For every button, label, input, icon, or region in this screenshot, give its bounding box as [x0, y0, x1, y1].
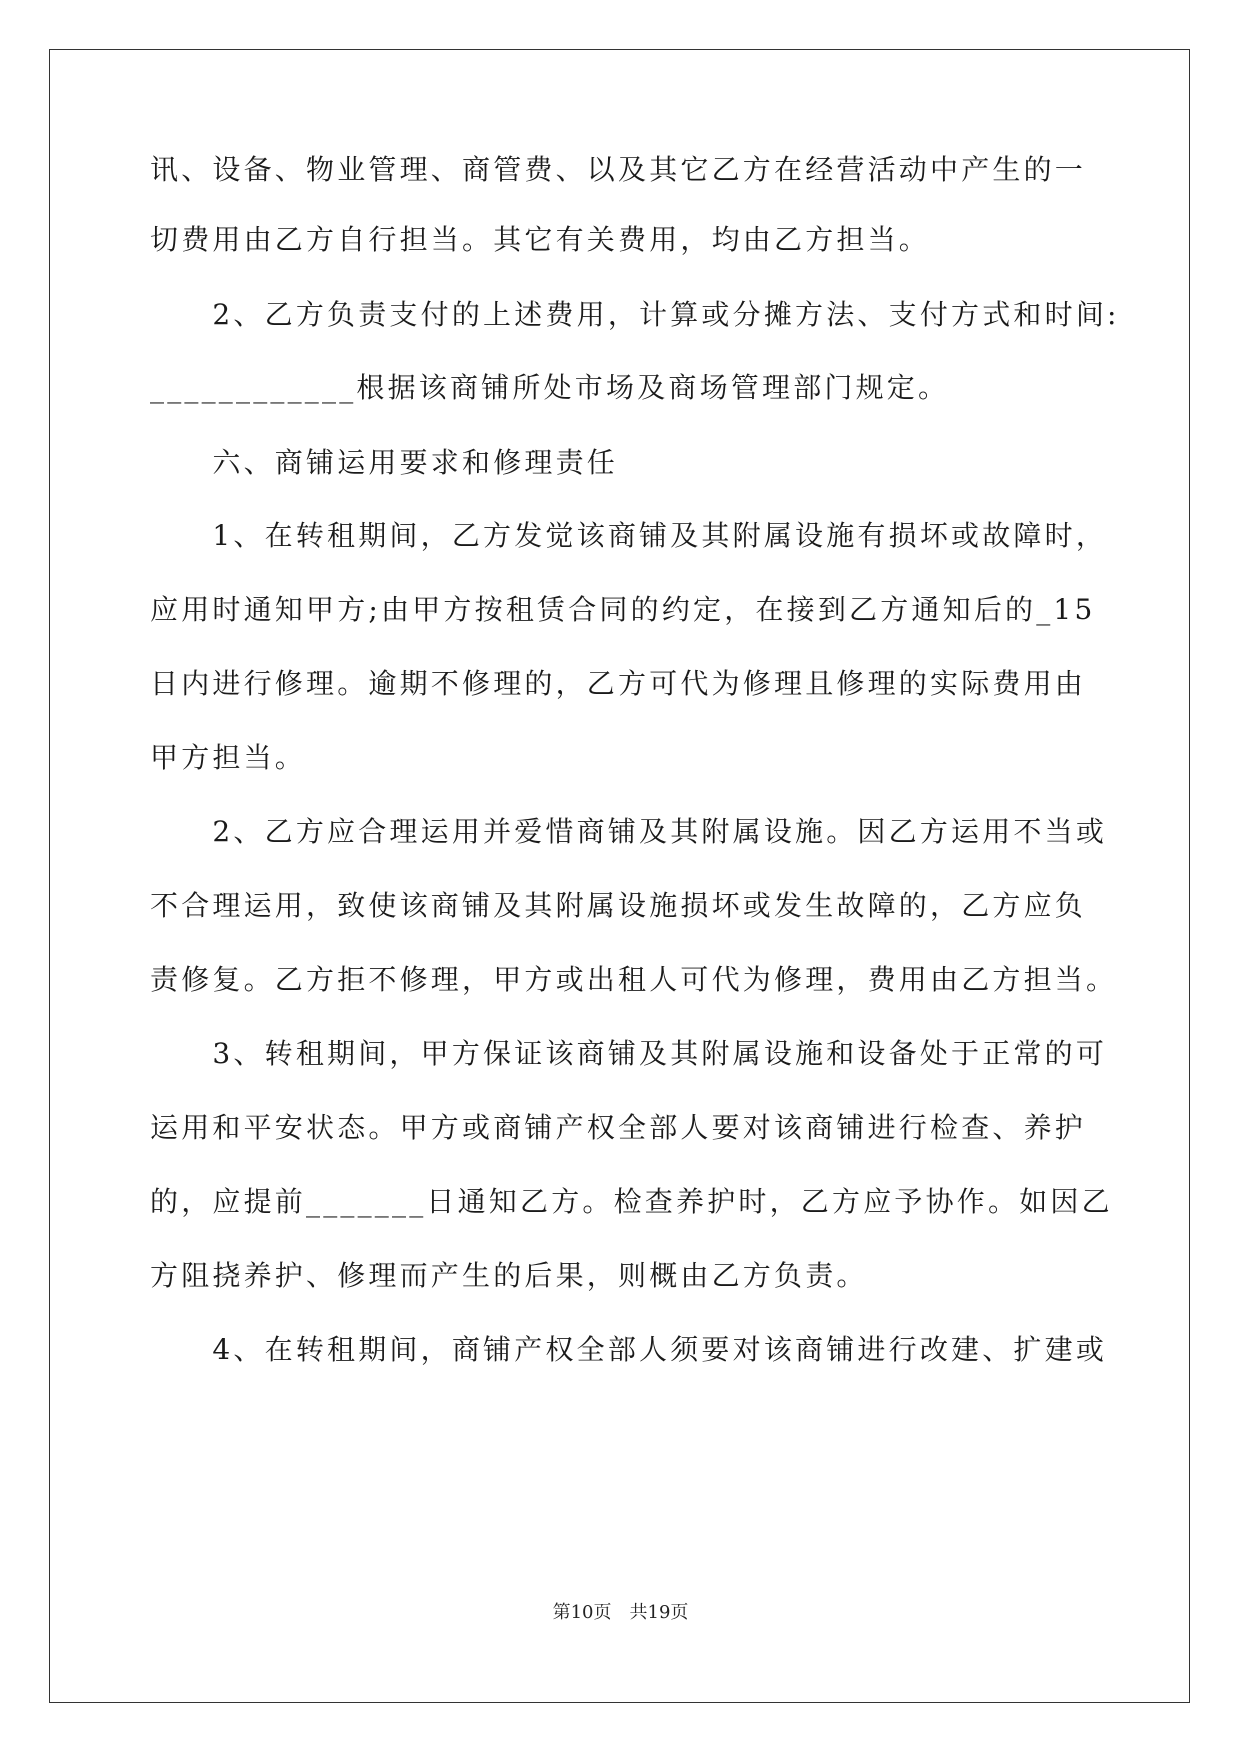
- text-line: 3、转租期间，甲方保证该商铺及其附属设施和设备处于正常的可: [150, 1037, 1108, 1070]
- text-line: 的，应提前_______日通知乙方。检查养护时，乙方应予协作。如因乙: [150, 1185, 1113, 1218]
- text-line: 1、在转租期间，乙方发觉该商铺及其附属设施有损坏或故障时，: [150, 519, 1108, 552]
- text-line: 2、乙方应合理运用并爱惜商铺及其附属设施。因乙方运用不当或: [150, 815, 1108, 848]
- text-line: 责修复。乙方拒不修理，甲方或出租人可代为修理，费用由乙方担当。: [150, 963, 1118, 996]
- text-line: 甲方担当。: [150, 741, 307, 774]
- text-line: 讯、设备、物业管理、商管费、以及其它乙方在经营活动中产生的一: [150, 153, 1087, 186]
- text-line: 应用时通知甲方;由甲方按租赁合同的约定，在接到乙方通知后的_15: [150, 593, 1096, 626]
- section-heading: 六、商铺运用要求和修理责任: [150, 446, 619, 479]
- text-line: 运用和平安状态。甲方或商铺产权全部人要对该商铺进行检查、养护: [150, 1111, 1087, 1144]
- text-line: 方阻挠养护、修理而产生的后果，则概由乙方负责。: [150, 1259, 868, 1292]
- text-line: 日内进行修理。逾期不修理的，乙方可代为修理且修理的实际费用由: [150, 667, 1087, 700]
- text-line: ____________根据该商铺所处市场及商场管理部门规定。: [150, 371, 950, 404]
- page-number-footer: 第10页 共19页: [552, 1602, 689, 1623]
- text-line: 切费用由乙方自行担当。其它有关费用，均由乙方担当。: [150, 223, 931, 256]
- text-line: 2、乙方负责支付的上述费用，计算或分摊方法、支付方式和时间:: [150, 298, 1120, 331]
- text-line: 4、在转租期间，商铺产权全部人须要对该商铺进行改建、扩建或: [150, 1333, 1108, 1366]
- text-line: 不合理运用，致使该商铺及其附属设施损坏或发生故障的，乙方应负: [150, 889, 1087, 922]
